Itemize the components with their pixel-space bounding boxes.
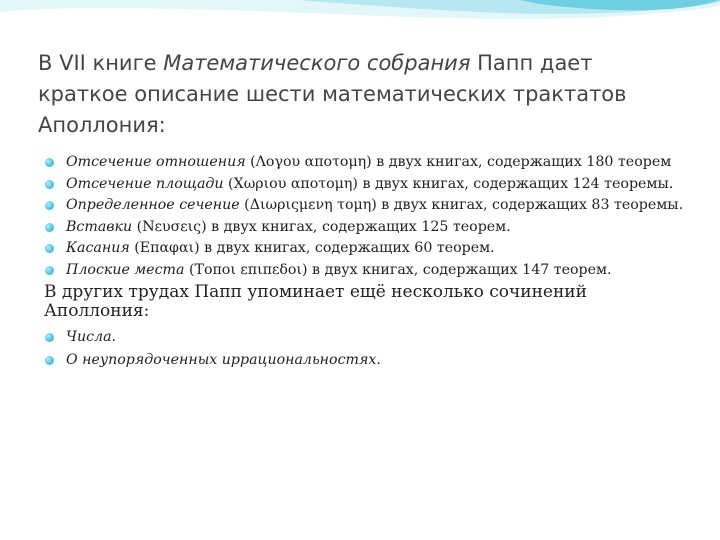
other-works-intro: В других трудах Папп упоминает ещё несколько сочинений Аполлония: — [44, 282, 587, 321]
slide-title — [38, 48, 688, 141]
title-text-start: В VII книге — [38, 51, 164, 75]
treatise-description: (Διωριςμενη τομη) в двух книгах, содержащих 83 теоремы. — [239, 197, 684, 213]
bullet-icon — [45, 223, 54, 232]
title-text-end: Папп дает краткое описание шести математических трактатов Аполлония: — [38, 51, 627, 137]
work-name: Числа — [66, 329, 112, 345]
bullet-icon — [45, 180, 54, 189]
treatise-name: Касания — [66, 240, 130, 256]
list-item — [44, 240, 684, 257]
list-item — [44, 197, 684, 214]
bullet-icon — [45, 201, 54, 210]
title-italic-book: Математического собрания — [163, 51, 471, 75]
treatise-description: (Χωριου αποτομη) в двух книгах, содержащих 124 теоремы. — [223, 175, 674, 192]
bullet-icon — [45, 333, 54, 342]
bullet-icon — [45, 244, 54, 253]
work-name: О неупорядоченных иррациональностях — [66, 351, 377, 368]
other-works-list — [44, 329, 684, 368]
bullet-icon — [45, 356, 54, 365]
treatise-name: Определенное сечение — [66, 197, 240, 213]
list-item — [44, 329, 684, 346]
bullet-icon — [45, 266, 54, 275]
treatise-description: (Τοποι επιπεδοι) в двух книгах, содержащих 147 теорем. — [184, 261, 612, 278]
treatise-list — [44, 154, 684, 278]
work-punctuation: . — [376, 351, 381, 368]
list-item — [44, 352, 684, 369]
work-punctuation: . — [111, 329, 117, 345]
slide-body — [44, 154, 684, 374]
treatise-name: Отсечение отношения — [66, 154, 246, 170]
treatise-name: Вставки — [66, 218, 133, 235]
treatise-description: (Επαφαι) в двух книгах, содержащих 60 теорем. — [129, 240, 495, 256]
bullet-icon — [45, 158, 54, 167]
treatise-description: (Λογου αποτομη) в двух книгах, содержащих 180 теорем — [245, 154, 672, 170]
list-item — [44, 176, 684, 193]
list-item — [44, 219, 684, 236]
treatise-name: Отсечение площади — [66, 175, 224, 192]
treatise-name: Плоские места — [66, 261, 185, 278]
list-item — [44, 154, 684, 171]
list-item — [44, 262, 684, 279]
treatise-description: (Νευσεις) в двух книгах, содержащих 125 теорем. — [132, 218, 511, 235]
